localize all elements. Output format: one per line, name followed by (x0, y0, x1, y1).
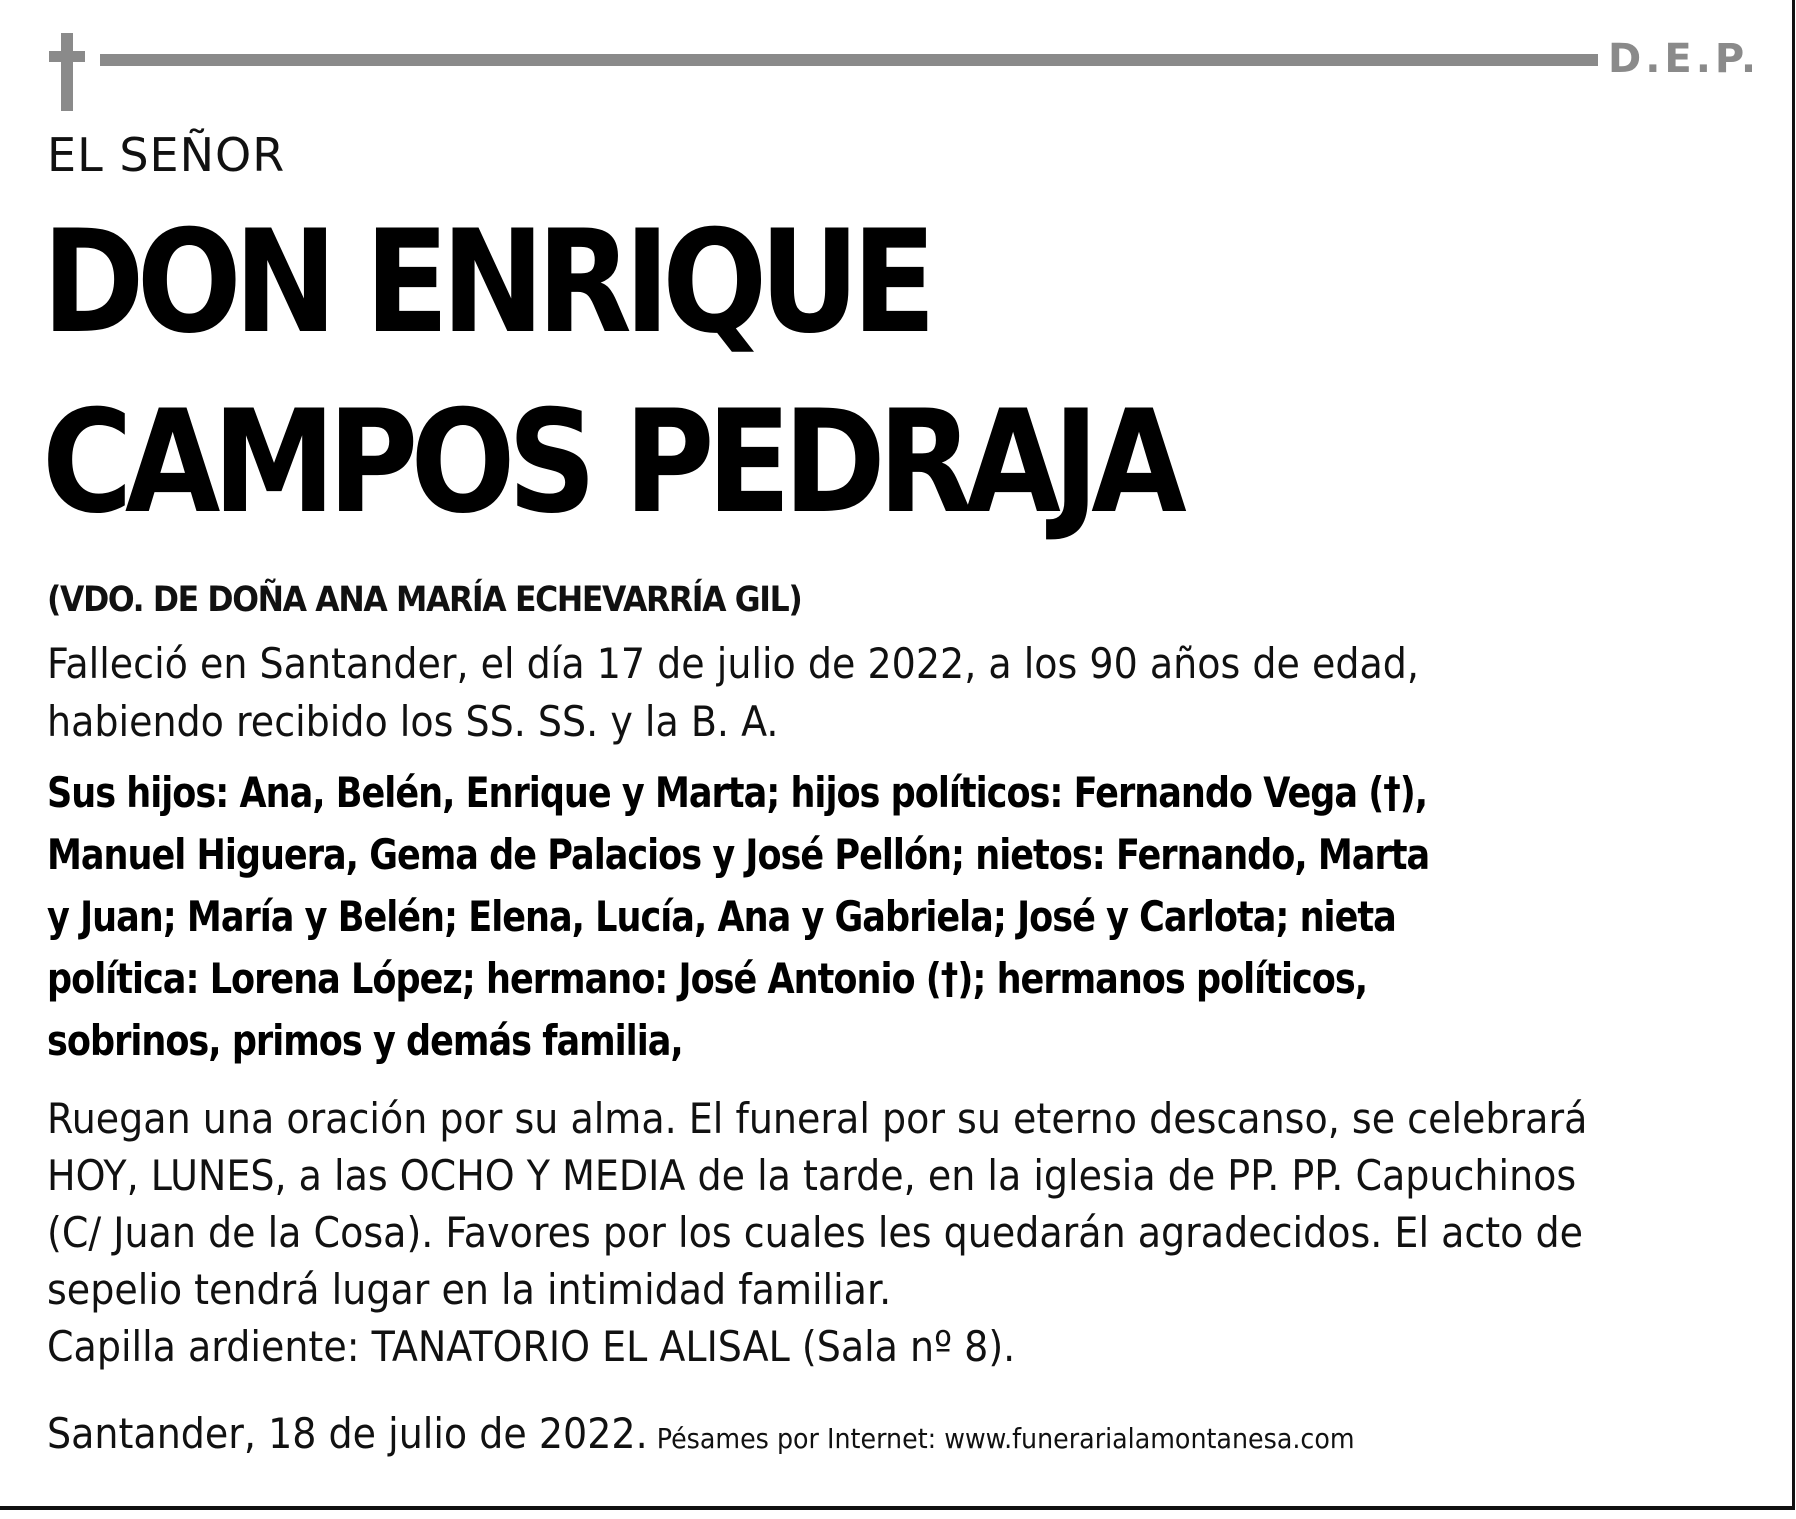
widower-note: (VDO. DE DOÑA ANA MARÍA ECHEVARRÍA GIL) (47, 580, 802, 620)
funeral-line: sepelio tendrá lugar en la intimidad familiar. (47, 1265, 892, 1314)
deceased-name-line-1: DON ENRIQUE (42, 200, 929, 365)
cross-icon (49, 33, 85, 111)
family-line: Sus hijos: Ana, Belén, Enrique y Marta; hijos políticos: Fernando Vega (†), (47, 768, 1428, 817)
family-line: y Juan; María y Belén; Elena, Lucía, Ana y Gabriela; José y Carlota; nieta (47, 892, 1396, 941)
funeral-line: HOY, LUNES, a las OCHO Y MEDIA de la tarde, en la iglesia de PP. PP. Capuchinos (47, 1151, 1577, 1200)
family-line: política: Lorena López; hermano: José Antonio (†); hermanos políticos, (47, 954, 1368, 1003)
funeral-line: (C/ Juan de la Cosa). Favores por los cuales les quedarán agradecidos. El acto de (47, 1208, 1584, 1257)
funeral-details (47, 1090, 1587, 1375)
honorific: EL SEÑOR (47, 128, 286, 182)
header-rule (100, 54, 1598, 66)
condolences-website: Pésames por Internet: www.funerarialamontanesa.com (656, 1422, 1355, 1455)
death-line: habiendo recibido los SS. SS. y la B. A. (47, 697, 779, 746)
family-line: Manuel Higuera, Gema de Palacios y José Pellón; nietos: Fernando, Marta (47, 830, 1430, 879)
closing-line (47, 1405, 1355, 1472)
death-line: Falleció en Santander, el día 17 de julio de 2022, a los 90 años de edad, (47, 639, 1420, 688)
family-line: sobrinos, primos y demás familia, (47, 1016, 683, 1065)
family-list (47, 762, 1429, 1072)
death-announcement (47, 635, 1419, 751)
dep-label: D.E.P. (1608, 36, 1761, 82)
funeral-line: Capilla ardiente: TANATORIO EL ALISAL (Sala nº 8). (47, 1322, 1016, 1371)
funeral-line: Ruegan una oración por su alma. El funeral por su eterno descanso, se celebrará (47, 1094, 1588, 1143)
place-date: Santander, 18 de julio de 2022. (47, 1409, 648, 1458)
deceased-name-line-2: CAMPOS PEDRAJA (42, 380, 1179, 545)
